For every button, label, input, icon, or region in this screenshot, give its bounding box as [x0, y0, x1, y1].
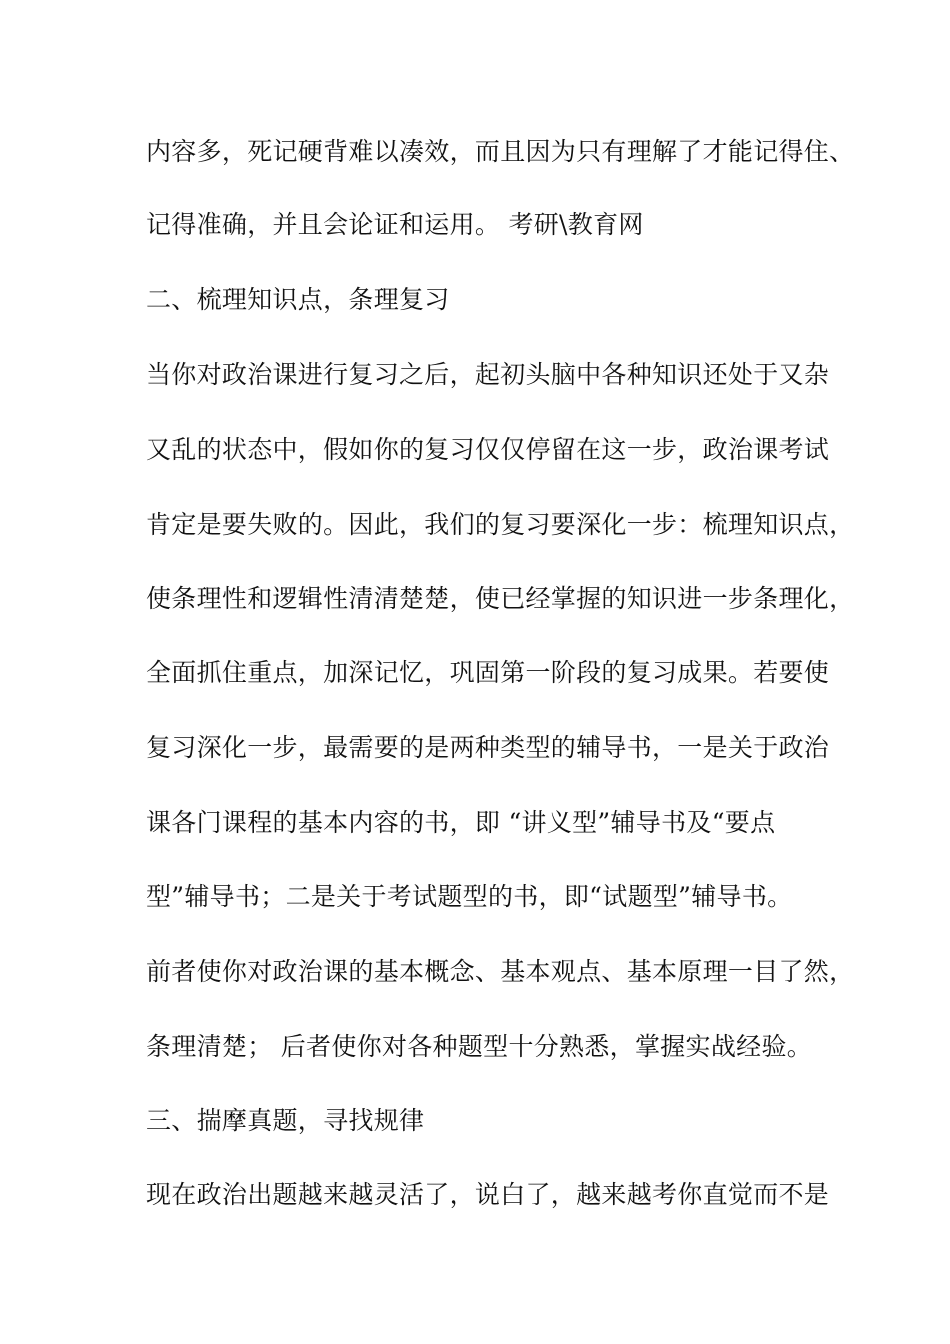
text-line: 条理清楚； 后者使你对各种题型十分熟悉，掌握实战经验。: [146, 1032, 813, 1061]
section-heading: 三、揣摩真题，寻找规律: [146, 1106, 425, 1135]
text-line: 复习深化一步，最需要的是两种类型的辅导书，一是关于政治: [146, 733, 830, 762]
text-line: 前者使你对政治课的基本概念、基本观点、基本原理一目了然，: [146, 957, 855, 986]
text-line: 内容多，死记硬背难以凑效，而且因为只有理解了才能记得住、: [146, 137, 855, 166]
text-line: 现在政治出题越来越灵活了，说白了，越来越考你直觉而不是: [146, 1180, 830, 1209]
text-line: 型”辅导书；二是关于考试题型的书，即“试题型”辅导书。: [146, 882, 793, 911]
text-line: 又乱的状态中，假如你的复习仅仅停留在这一步，政治课考试: [146, 435, 830, 464]
text-line: 使条理性和逻辑性清清楚楚，使已经掌握的知识进一步条理化，: [146, 584, 855, 613]
text-line: 课各门课程的基本内容的书，即 “讲义型”辅导书及“要点: [146, 808, 776, 837]
text-line: 全面抓住重点，加深记忆，巩固第一阶段的复习成果。若要使: [146, 658, 830, 687]
text-line: 肯定是要失败的。因此，我们的复习要深化一步：梳理知识点，: [146, 510, 855, 539]
text-line: 记得准确，并且会论证和运用。 考研\教育网: [146, 210, 644, 239]
text-line: 当你对政治课进行复习之后，起初头脑中各种知识还处于又杂: [146, 360, 830, 389]
section-heading: 二、梳理知识点，条理复习: [146, 285, 450, 314]
